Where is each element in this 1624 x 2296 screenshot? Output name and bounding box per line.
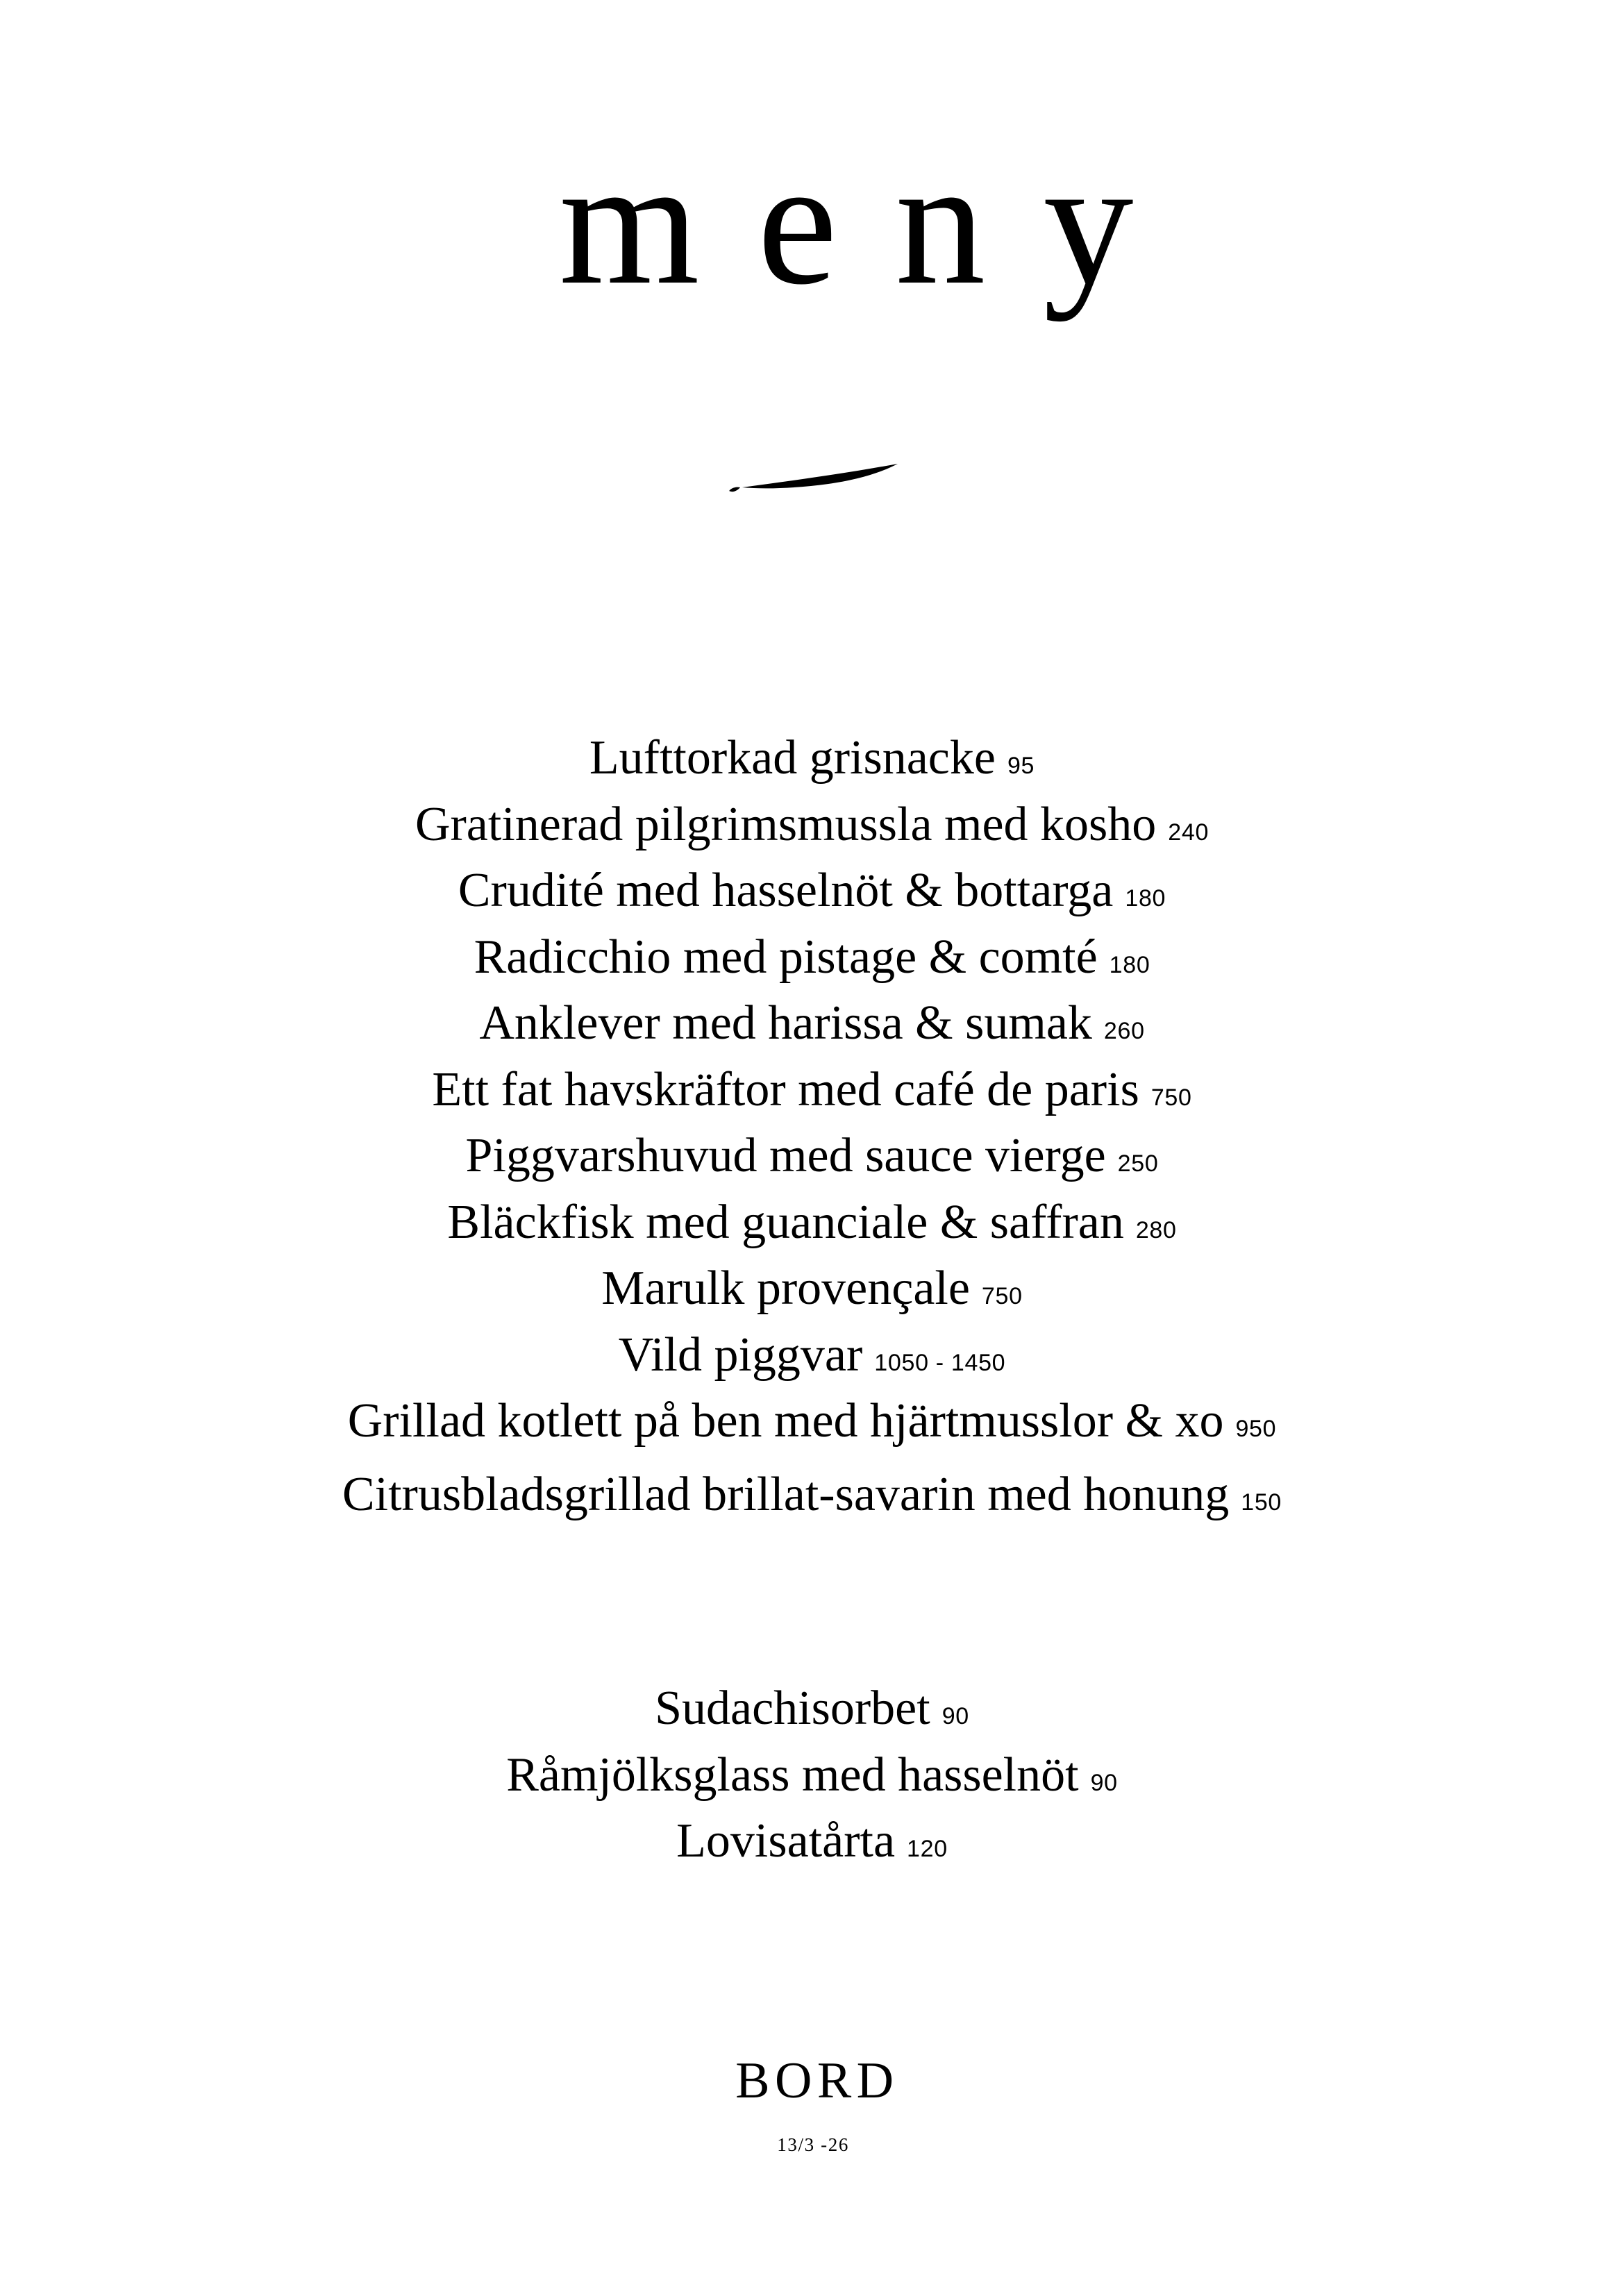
dish-price: 260	[1103, 1018, 1145, 1044]
menu-item	[0, 1394, 1624, 1461]
menu-item	[0, 1063, 1624, 1130]
dish-price: 280	[1135, 1216, 1177, 1243]
menu-item	[0, 1468, 1624, 1534]
menu-section-starters-and-mains	[0, 731, 1624, 1461]
dish-name: Radicchio med pistage & comté	[474, 930, 1098, 984]
menu-item	[0, 1814, 1624, 1881]
dish-price: 750	[981, 1283, 1023, 1309]
dish-price: 950	[1235, 1416, 1277, 1442]
menu-section-cheese	[0, 1468, 1624, 1534]
dish-price: 90	[941, 1703, 969, 1729]
menu-item	[0, 1262, 1624, 1328]
dish-name: Marulk provençale	[601, 1262, 970, 1315]
dish-price: 90	[1090, 1769, 1118, 1796]
dish-price: 120	[907, 1836, 948, 1862]
menu-item	[0, 1682, 1624, 1748]
dish-name: Råmjölksglass med hasselnöt	[506, 1748, 1079, 1802]
menu-date: 13/3 -26	[777, 2134, 849, 2155]
dish-name: Gratinerad pilgrimsmussla med kosho	[415, 797, 1157, 851]
dish-name: Lovisatårta	[676, 1814, 896, 1868]
dish-name: Piggvarshuvud med sauce vierge	[465, 1129, 1106, 1182]
dish-name: Crudité med hasselnöt & bottarga	[458, 864, 1114, 917]
menu-item	[0, 996, 1624, 1063]
dish-price: 180	[1125, 885, 1166, 912]
dish-name: Citrusbladsgrillad brillat-savarin med honung	[342, 1468, 1230, 1521]
menu-item	[0, 1196, 1624, 1262]
menu-item	[0, 864, 1624, 930]
dish-price: 95	[1007, 753, 1035, 779]
dish-name: Ett fat havskräftor med café de paris	[432, 1062, 1139, 1116]
menu-item	[0, 930, 1624, 997]
dish-price: 150	[1241, 1489, 1282, 1516]
menu-item	[0, 1748, 1624, 1815]
dish-name: Anklever med harissa & sumak	[479, 996, 1092, 1050]
dish-name: Lufttorkad grisnacke	[589, 731, 996, 785]
dish-name: Bläckfisk med guanciale & saffran	[447, 1195, 1124, 1249]
menu-item	[0, 1129, 1624, 1196]
dish-price: 1050 - 1450	[874, 1349, 1006, 1376]
brush-stroke-icon	[725, 462, 900, 497]
menu-title: meny	[559, 122, 1191, 322]
dish-price: 750	[1150, 1084, 1192, 1111]
menu-item	[0, 798, 1624, 864]
menu-item	[0, 1328, 1624, 1395]
dish-name: Grillad kotlett på ben med hjärtmusslor & xo	[347, 1394, 1224, 1448]
dish-price: 240	[1168, 819, 1209, 846]
restaurant-name: BORD	[735, 2052, 899, 2109]
dish-name: Sudachisorbet	[655, 1682, 930, 1735]
dish-price: 180	[1109, 951, 1150, 978]
menu-item	[0, 731, 1624, 798]
menu-section-desserts	[0, 1682, 1624, 1881]
dish-price: 250	[1117, 1150, 1159, 1177]
dish-name: Vild piggvar	[618, 1327, 863, 1382]
